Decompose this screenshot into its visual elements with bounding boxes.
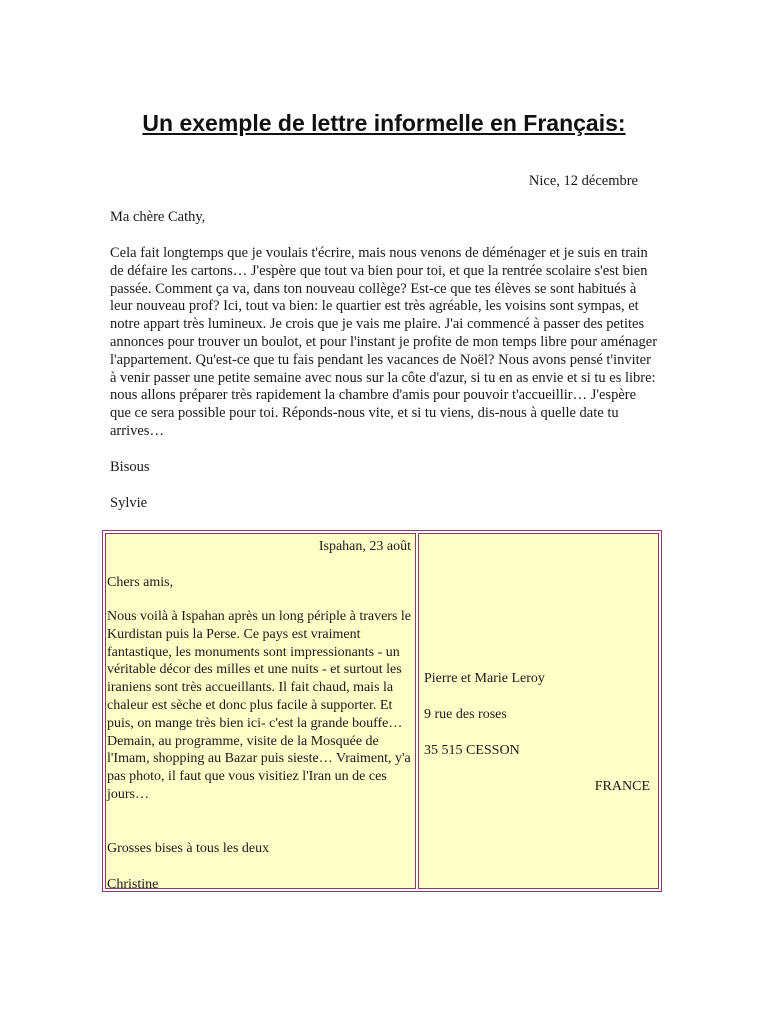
page-title: Un exemple de lettre informelle en Français: bbox=[142, 110, 626, 136]
address-country: FRANCE bbox=[594, 779, 650, 794]
postcard-table bbox=[102, 530, 662, 892]
letter-greeting: Ma chère Cathy, bbox=[110, 209, 206, 225]
postcard-address-cell bbox=[418, 533, 659, 889]
postcard-body: Nous voilà à Ispahan après un long périple à travers le Kurdistan puis la Perse. Ce pays est vraiment fantastique, les monuments sont impressionants - un véritable décor des milles et une nuits - et surtout les iraniens sont très accueillants. Il fait chaud, mais la chaleur est sèche et donc plus facile à supporter. Et puis, on mange très bien ici- c'est la grande bouffe… Demain, au programme, visite de la Mosquée de l'Imam, shopping au Bazar puis sieste… Vraiment, y'a pas photo, il faut que vous visitiez l'Iran un de ces jours… bbox=[107, 609, 412, 802]
postcard-date: Ispahan, 23 août bbox=[318, 539, 411, 554]
letter-body: Cela fait longtemps que je voulais t'écrire, mais nous venons de déménager et je suis en train de défaire les cartons… J'espère que tout va bien pour toi, et que la rentrée scolaire s'est bien passée. Comment ça va, dans ton nouveau collège? Est-ce que tes élèves se sont habitués à leur nouveau prof? Ici, tout va bien: le quartier est très agréable, les voisins sont sympas, et notre appart très lumineux. Je crois que je vais me plaire. J'ai commencé à passer des petites annonces pour trouver un boulot, et pour l'instant je profite de mon temps libre pour aménager l'appartement. Qu'est-ce que tu fais pendant les vacances de Noël? Nous avons pensé t'inviter à venir passer une petite semaine avec nous sur la côte d'azur, si tu en as envie et si tu es libre: nous allons préparer très rapidement la chambre d'amis pour pouvoir t'accueillir… J'espère que ce sera possible pour toi. Réponds-nous vite, et si tu viens, dis-nous à quelle date tu arrives… bbox=[110, 245, 658, 439]
postcard-greeting: Chers amis, bbox=[107, 575, 174, 590]
address-city: 35 515 CESSON bbox=[424, 743, 520, 758]
postcard-message-cell bbox=[105, 533, 416, 892]
letter-signature: Sylvie bbox=[110, 495, 148, 511]
letter-closing: Bisous bbox=[110, 459, 150, 475]
postcard-closing: Grosses bises à tous les deux bbox=[107, 841, 270, 856]
letter-date: Nice, 12 décembre bbox=[528, 173, 638, 189]
postcard-signature: Christine bbox=[107, 877, 159, 892]
address-street: 9 rue des roses bbox=[424, 707, 507, 722]
address-name: Pierre et Marie Leroy bbox=[424, 671, 545, 686]
